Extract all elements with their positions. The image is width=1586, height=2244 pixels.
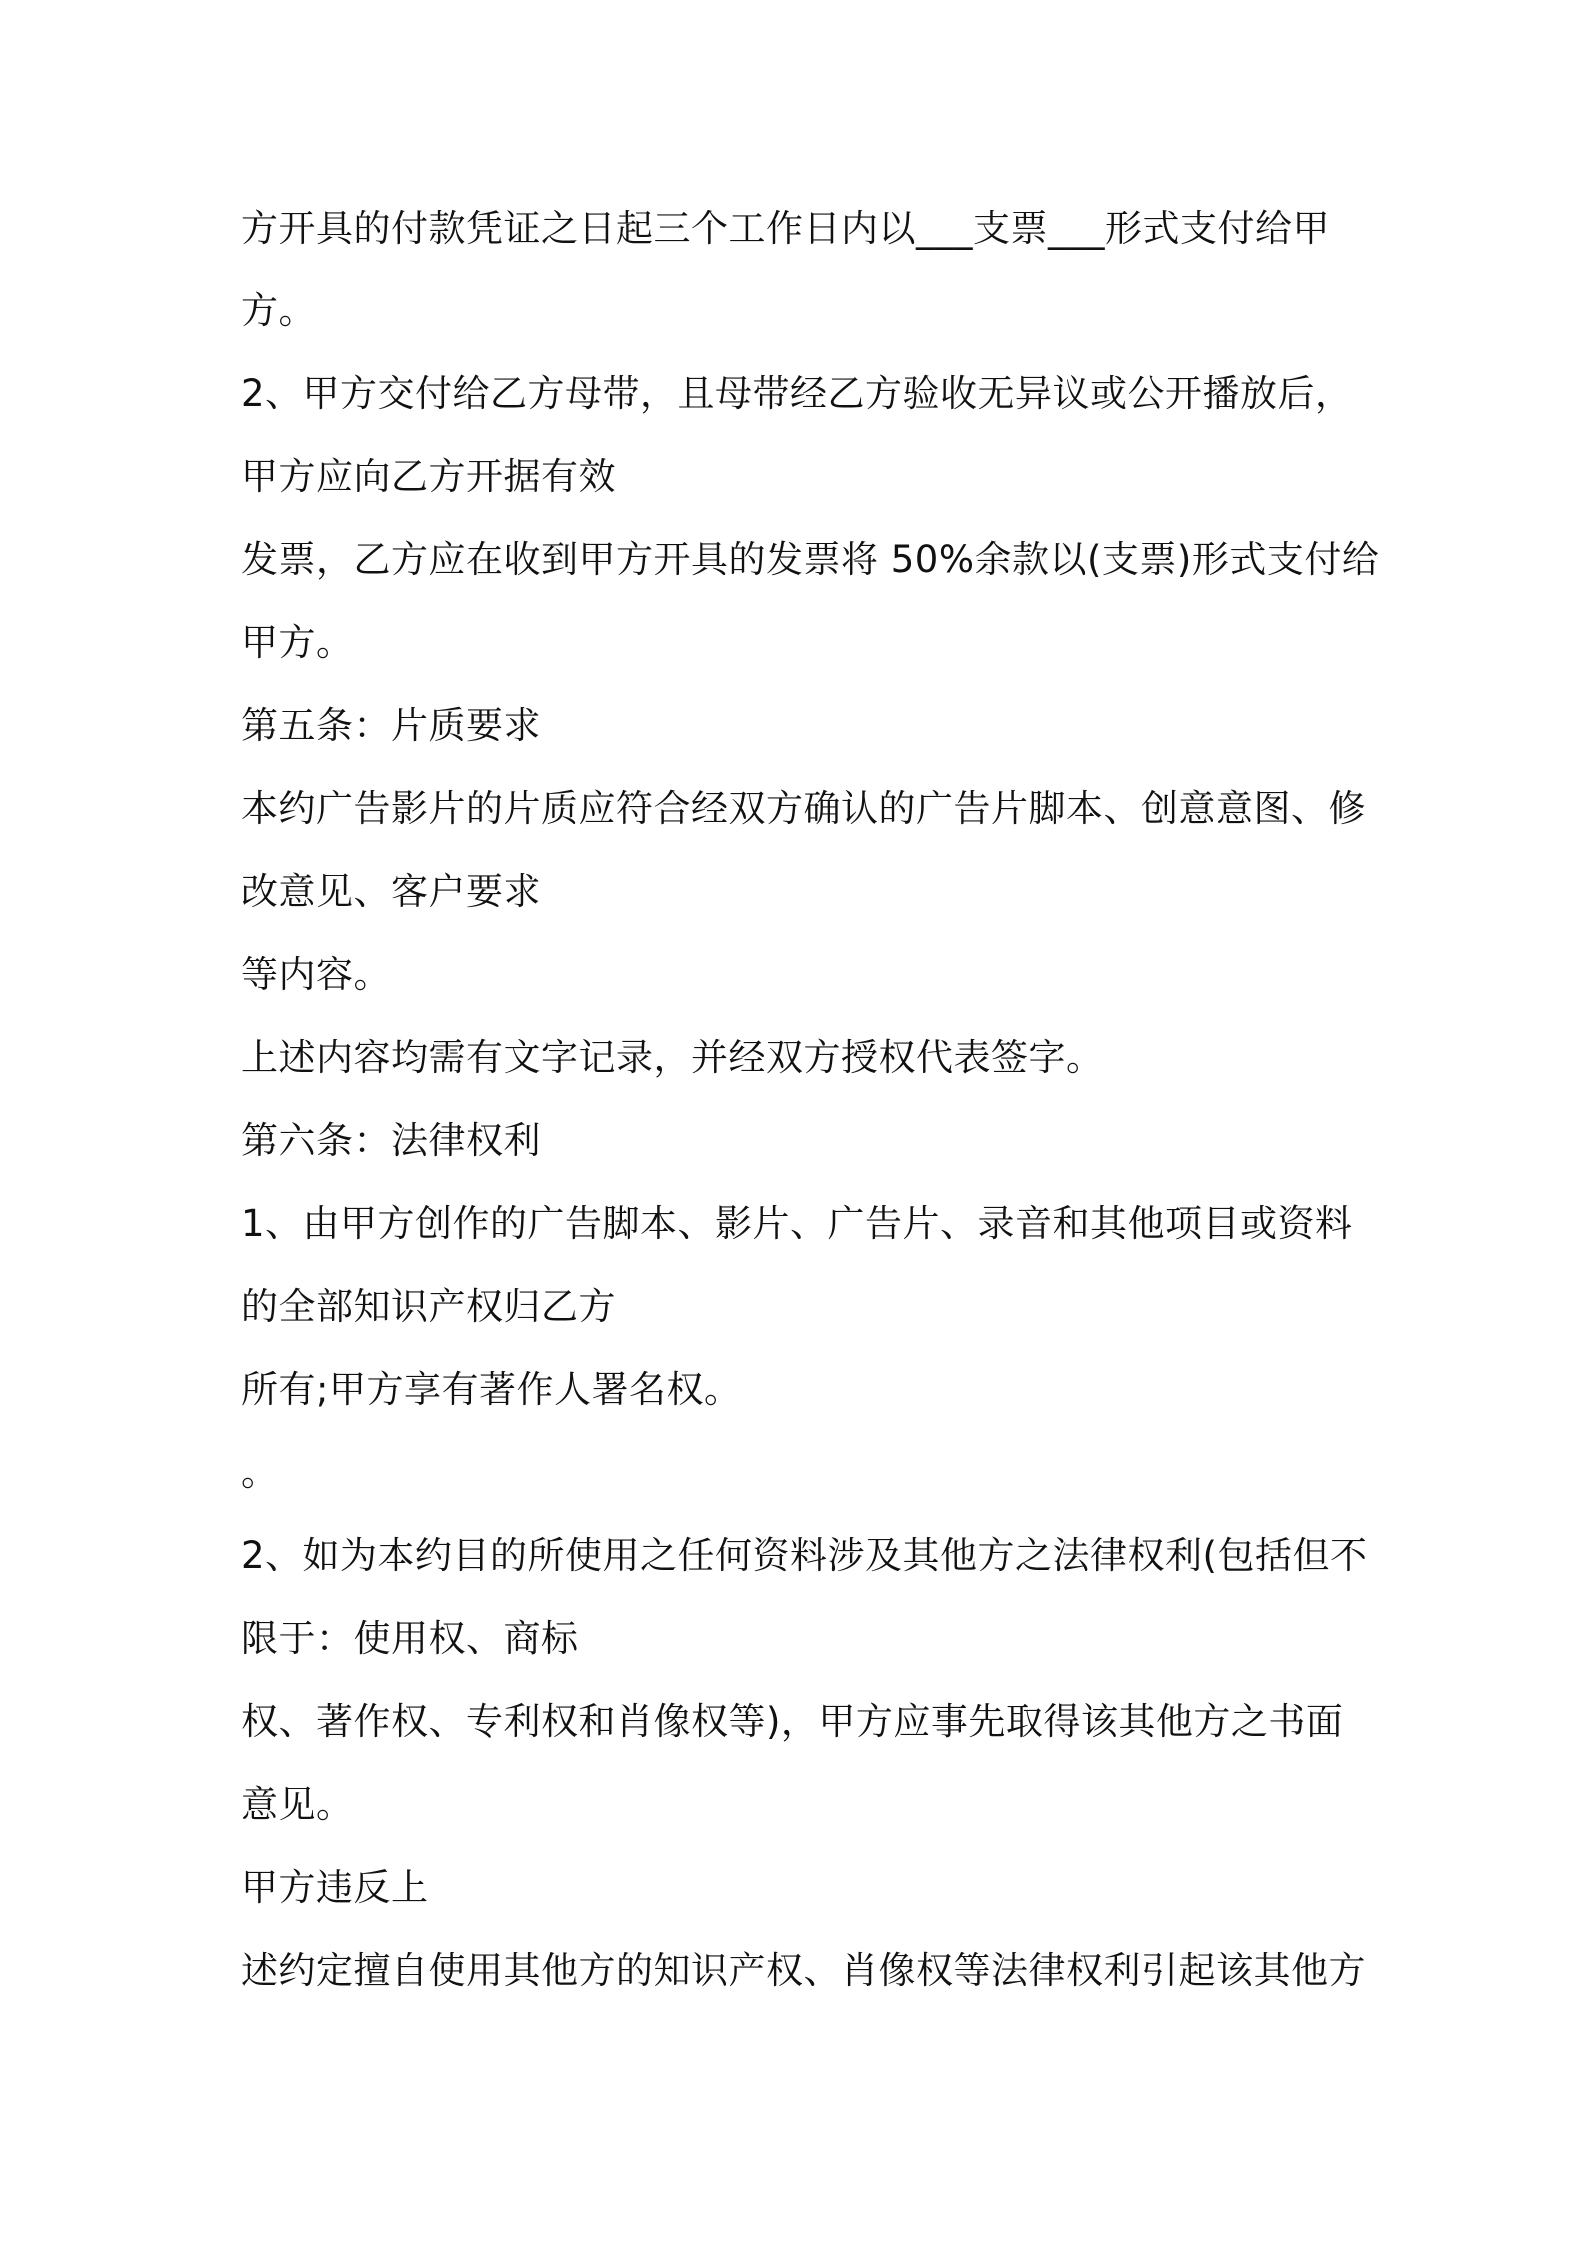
text-line: 甲方违反上 — [241, 1866, 429, 1909]
text-line: 甲方。 — [241, 621, 354, 664]
text-line: 等内容。 — [241, 953, 391, 996]
text-line: 改意见、客户要求 — [241, 870, 541, 913]
text-line: 。 — [241, 1451, 279, 1494]
text-line: 上述内容均需有文字记录，并经双方授权代表签字。 — [241, 1036, 1104, 1079]
text-line: 甲方应向乙方开据有效 — [241, 455, 616, 498]
text-line: 意见。 — [241, 1783, 354, 1826]
text-line: 2、甲方交付给乙方母带，且母带经乙方验收无异议或公开播放后， — [241, 372, 1353, 415]
text-line: 方。 — [241, 289, 316, 332]
text-line: 方开具的付款凭证之日起三个工作日内以___支票___形式支付给甲 — [241, 207, 1330, 250]
text-line: 限于：使用权、商标 — [241, 1617, 579, 1660]
text-line: 1、由甲方创作的广告脚本、影片、广告片、录音和其他项目或资料 — [241, 1202, 1353, 1245]
text-line: 2、如为本约目的所使用之任何资料涉及其他方之法律权利(包括但不 — [241, 1534, 1368, 1577]
text-line: 权、著作权、专利权和肖像权等)，甲方应事先取得该其他方之书面 — [241, 1700, 1344, 1743]
section-heading: 第六条：法律权利 — [241, 1119, 541, 1162]
text-line: 述约定擅自使用其他方的知识产权、肖像权等法律权利引起该其他方 — [241, 1949, 1366, 1992]
section-heading: 第五条：片质要求 — [241, 704, 541, 747]
text-line: 本约广告影片的片质应符合经双方确认的广告片脚本、创意意图、修 — [241, 787, 1366, 830]
text-line: 发票，乙方应在收到甲方开具的发票将 50%余款以(支票)形式支付给 — [241, 538, 1380, 581]
text-line: 所有;甲方享有著作人署名权。 — [241, 1368, 742, 1411]
text-line: 的全部知识产权归乙方 — [241, 1285, 616, 1328]
